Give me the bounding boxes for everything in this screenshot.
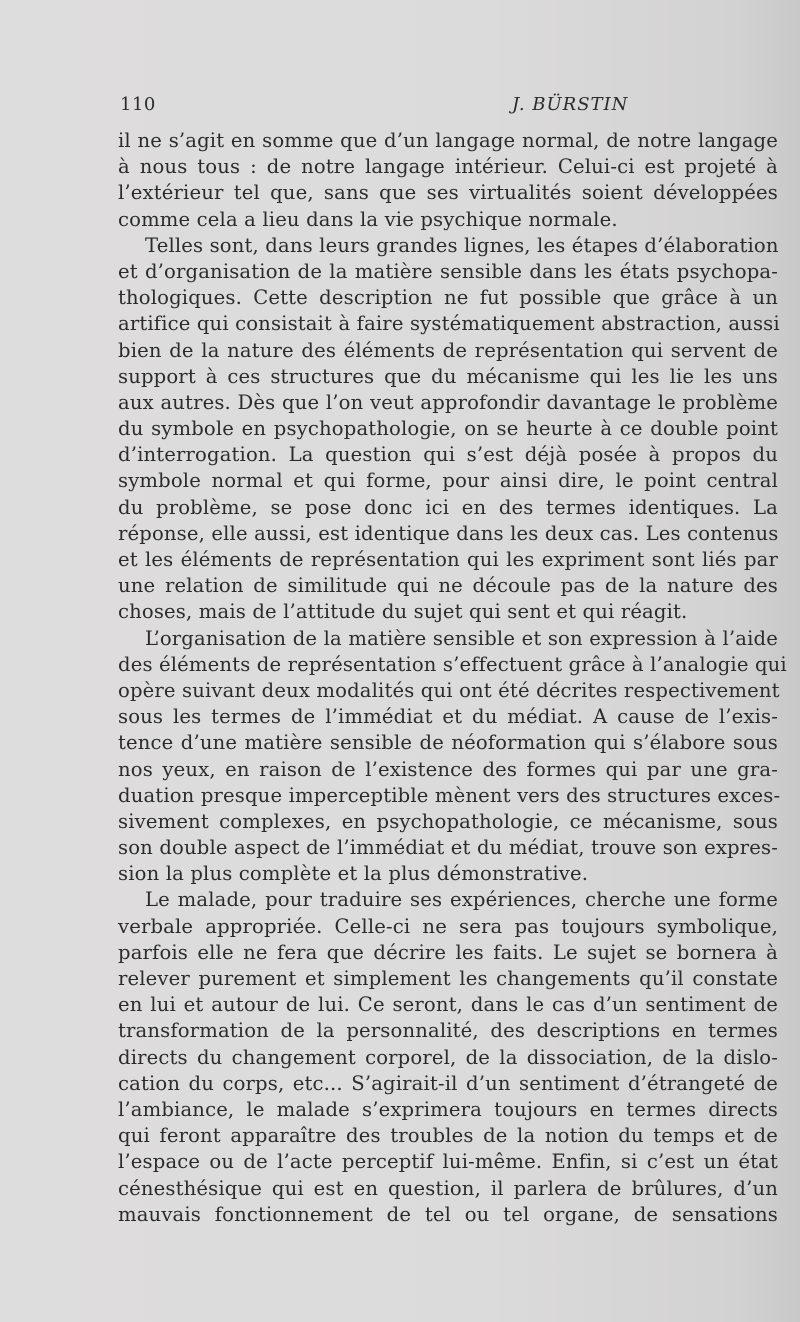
text-line: à nous tous : de notre langage intérieur. Celui-ci est projeté à	[118, 155, 778, 179]
text-line: tence d’une matière sensible de néoformation qui s’élabore sous	[118, 731, 778, 755]
text-line: mauvais fonctionnement de tel ou tel organe, de sensations	[118, 1202, 778, 1226]
text-line: l’extérieur tel que, sans que ses virtualités soient développées	[118, 181, 778, 205]
page-header	[120, 94, 750, 120]
text-line: symbole normal et qui forme, pour ainsi dire, le point central	[118, 469, 778, 493]
text-line: qui feront apparaître des troubles de la notion du temps et de	[118, 1124, 778, 1148]
text-line: duation presque imperceptible mènent vers des structures exces-	[118, 783, 781, 807]
text-line: nos yeux, en raison de l’existence des formes qui par une gra-	[118, 757, 778, 781]
text-line: cénesthésique qui est en question, il parlera de brûlures, d’un	[118, 1176, 778, 1200]
text-line: transformation de la personnalité, des descriptions en termes	[118, 1019, 778, 1043]
text-line: et d’organisation de la matière sensible dans les états psychopa-	[118, 259, 778, 283]
text-line: son double aspect de l’immédiat et du médiat, trouve son expres-	[118, 836, 778, 860]
page-number: 110	[120, 94, 156, 115]
text-line: une relation de similitude qui ne découle pas de la nature des	[118, 574, 778, 598]
text-line: d’interrogation. La question qui s’est déjà posée à propos du	[118, 443, 778, 467]
text-line: parfois elle ne fera que décrire les faits. Le sujet se bornera à	[118, 940, 778, 964]
text-line: sivement complexes, en psychopathologie, ce mécanisme, sous	[118, 809, 778, 833]
text-line: Le malade, pour traduire ses expériences, cherche une forme	[145, 888, 778, 912]
text-line: support à ces structures que du mécanisme qui les lie les uns	[118, 364, 778, 388]
text-line: aux autres. Dès que l’on veut approfondir davantage le problème	[118, 390, 778, 414]
text-line: bien de la nature des éléments de représentation qui servent de	[118, 338, 778, 362]
text-line: comme cela a lieu dans la vie psychique normale.	[118, 207, 618, 231]
text-line: réponse, elle aussi, est identique dans les deux cas. Les contenus	[118, 521, 779, 545]
text-line: verbale appropriée. Celle-ci ne sera pas toujours symbolique,	[118, 914, 778, 938]
text-line: l’ambiance, le malade s’exprimera toujours en termes directs	[118, 1097, 778, 1121]
running-head-author: J. BÜRSTIN	[512, 94, 629, 115]
text-line: du problème, se pose donc ici en des termes identiques. La	[118, 495, 778, 519]
text-line: directs du changement corporel, de la dissociation, de la dislo-	[118, 1045, 778, 1069]
text-line: thologiques. Cette description ne fut possible que grâce à un	[118, 286, 778, 310]
text-line: sion la plus complète et la plus démonstrative.	[118, 862, 589, 886]
text-line: l’espace ou de l’acte perceptif lui-même. Enfin, si c’est un état	[118, 1150, 778, 1174]
text-line: L’organisation de la matière sensible et son expression à l’aide	[145, 626, 778, 650]
text-line: artifice qui consistait à faire systématiquement abstraction, aussi	[118, 312, 780, 336]
text-line: choses, mais de l’attitude du sujet qui sent et qui réagit.	[118, 600, 688, 624]
text-line: il ne s’agit en somme que d’un langage normal, de notre langage	[118, 129, 778, 152]
text-line: en lui et autour de lui. Ce seront, dans le cas d’un sentiment de	[118, 993, 778, 1017]
text-line: et les éléments de représentation qui les expriment sont liés par	[118, 548, 778, 571]
body-text	[118, 128, 787, 1228]
text-line: des éléments de représentation s’effectuent grâce à l’analogie qui	[118, 652, 787, 676]
text-line: Telles sont, dans leurs grandes lignes, les étapes d’élaboration	[145, 233, 779, 257]
text-line: relever purement et simplement les changements qu’il constate	[118, 967, 778, 990]
text-line: cation du corps, etc... S’agirait-il d’un sentiment d’étrangeté de	[118, 1071, 778, 1095]
text-line: du symbole en psychopathologie, on se heurte à ce double point	[118, 417, 778, 441]
text-line: opère suivant deux modalités qui ont été décrites respectivement	[118, 678, 780, 702]
text-line: sous les termes de l’immédiat et du médiat. A cause de l’exis-	[118, 705, 778, 729]
